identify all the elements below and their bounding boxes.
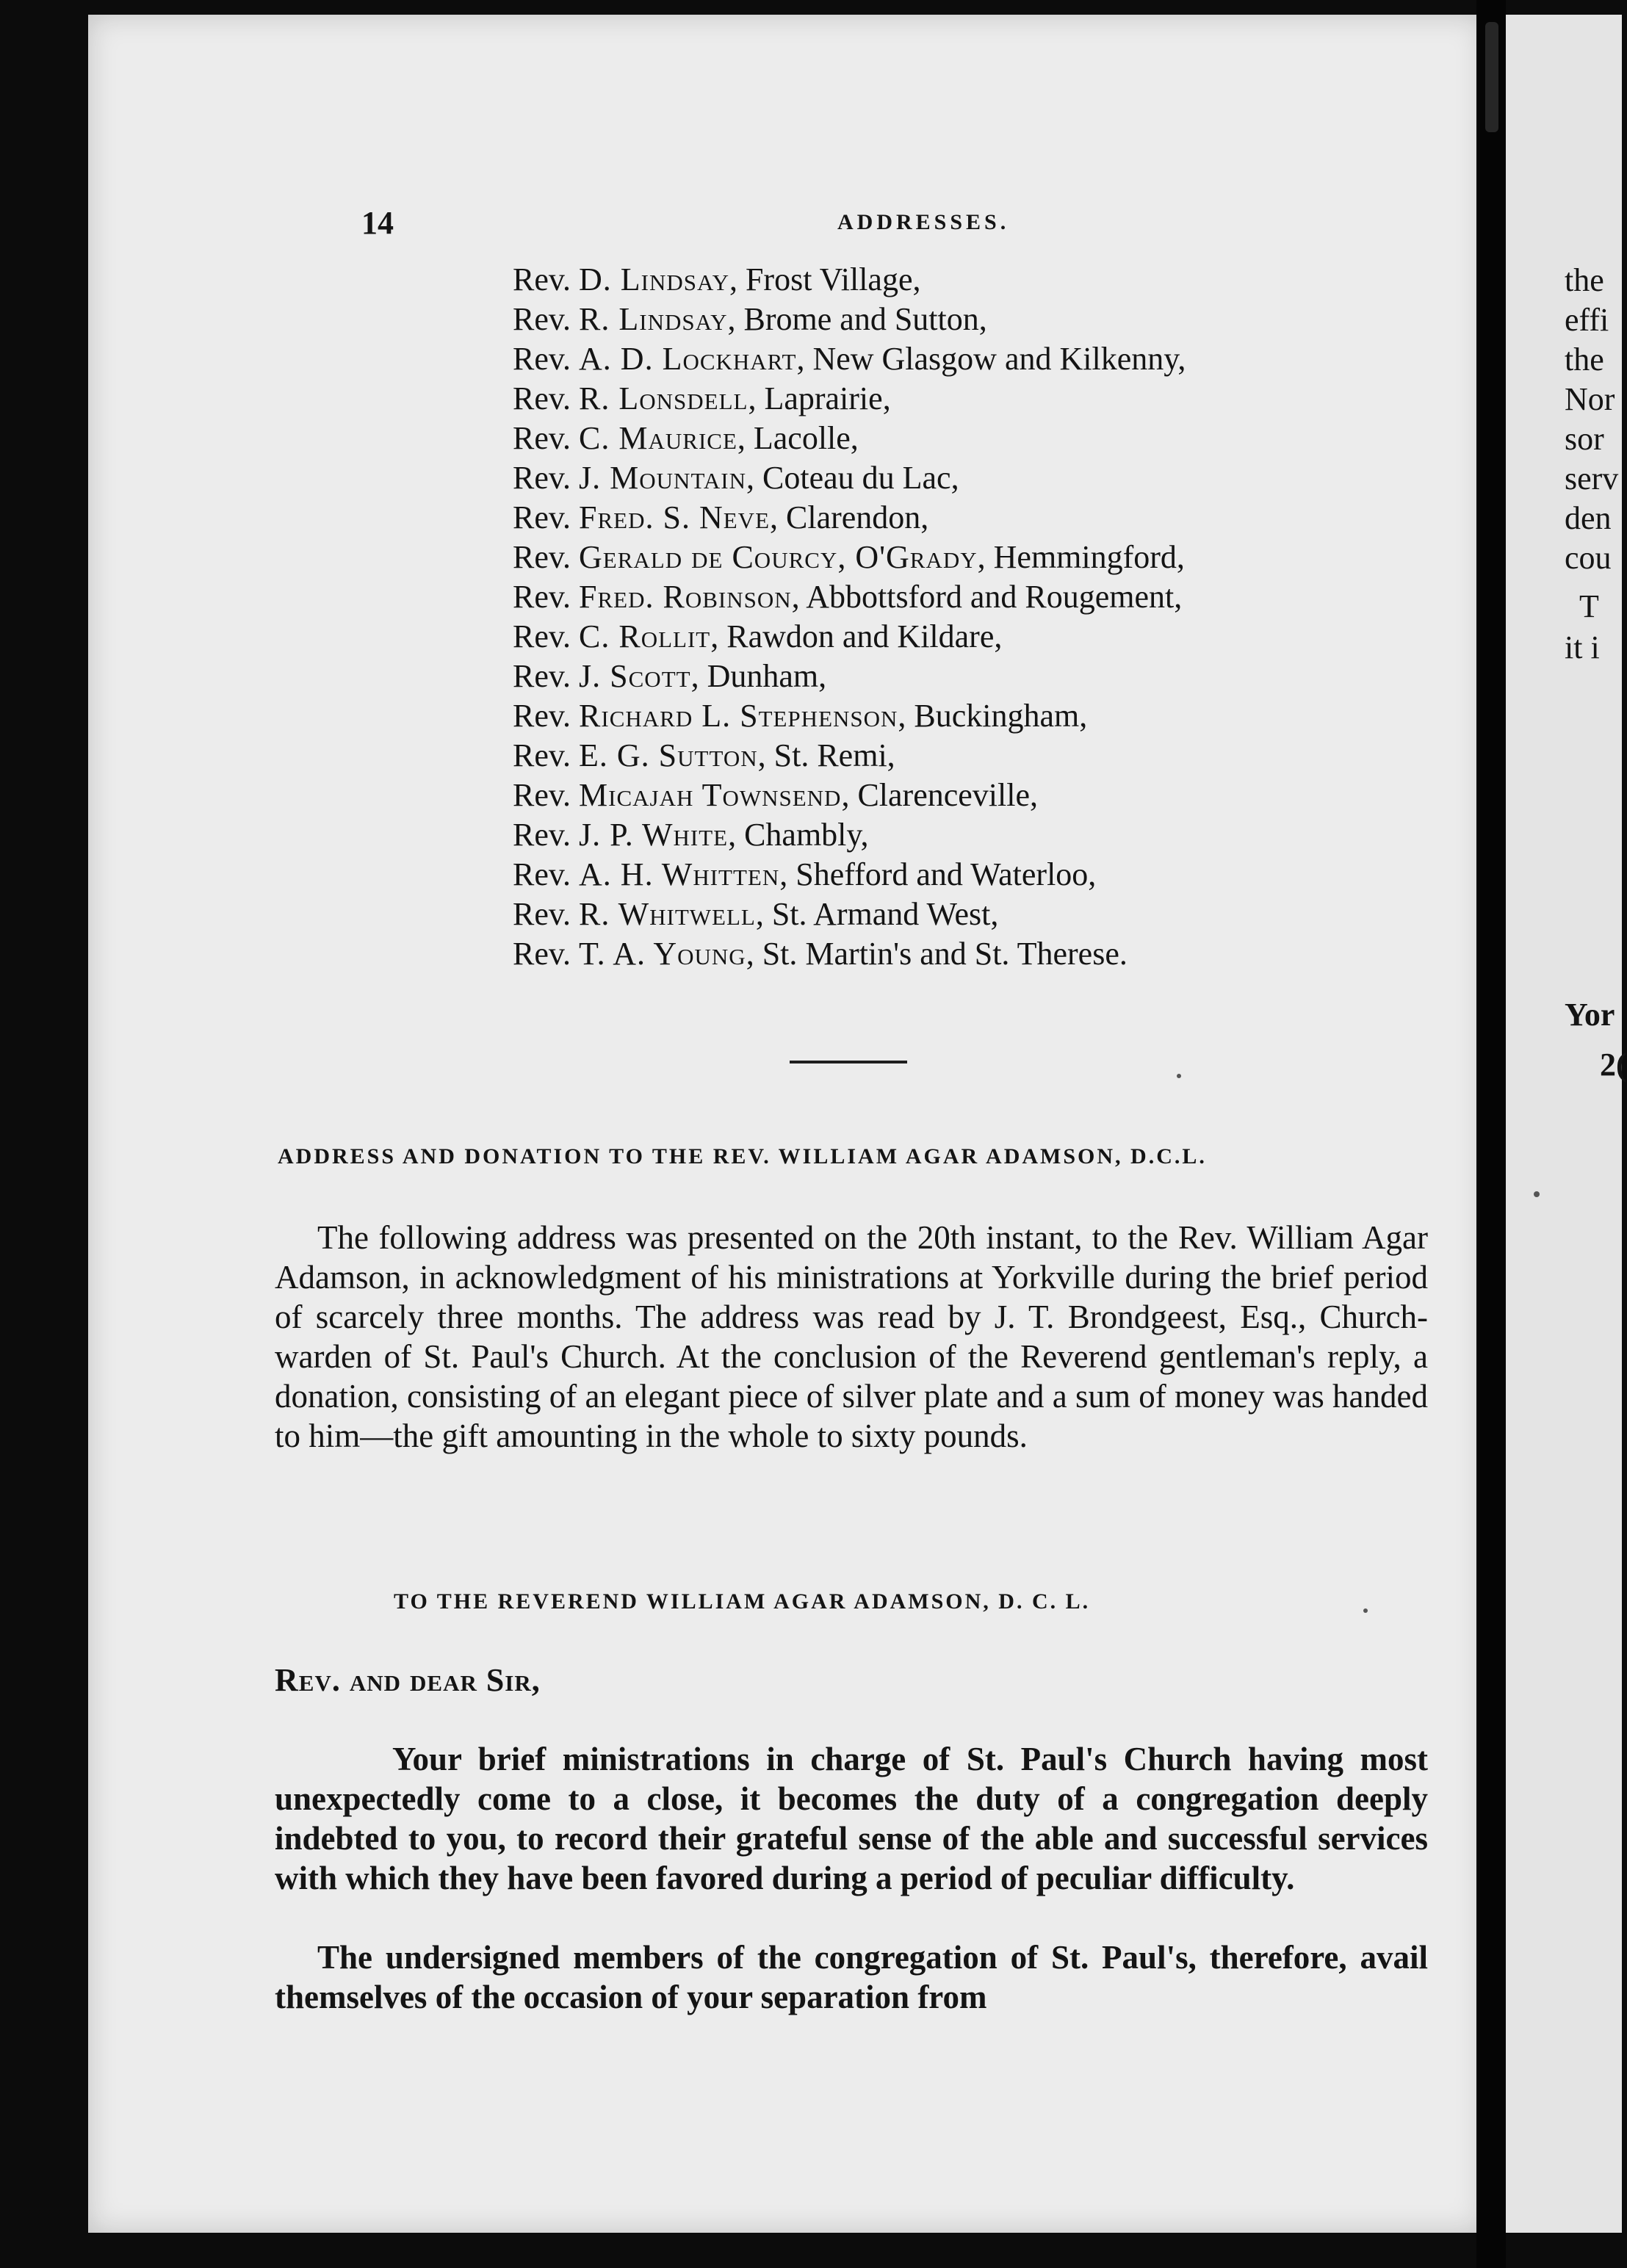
clergy-place: , Buckingham, [898,698,1088,734]
clergy-place: , Rawdon and Kildare, [710,618,1003,654]
clergy-title: Rev. [513,460,571,496]
address-body-paragraph-2: The undersigned members of the congregation of St. Paul's, therefore, avail themselves of the occasion of your separation from [275,1939,1428,2015]
clergy-name: E. G. Sutton [579,737,758,773]
clergy-title: Rev. [513,896,571,932]
facing-page-text: cou [1565,540,1612,576]
clergy-place: , Frost Village, [729,261,921,297]
clergy-name: T. A. Young [579,936,746,972]
clergy-place: , St. Armand West, [755,896,999,932]
address-heading: TO THE REVEREND WILLIAM AGAR ADAMSON, D. C. L. [394,1589,1091,1614]
clergy-place: , Coteau du Lac, [746,460,959,496]
clergy-title: Rev. [513,737,571,773]
facing-page-text: sor [1565,421,1604,457]
clergy-list [513,260,1186,974]
facing-page-text: T [1579,588,1599,624]
clergy-title: Rev. [513,301,571,337]
clergy-name: R. Lonsdell [579,380,748,416]
section-divider-rule [790,1061,907,1063]
clergy-list-item [513,776,1186,815]
clergy-title: Rev. [513,777,571,813]
clergy-name: Micajah Townsend [579,777,842,813]
facing-page-text: it i [1565,629,1600,665]
clergy-place: , Clarendon, [770,499,929,535]
intro-paragraph: The following address was presented on the 20th instant, to the Rev. William Agar Adamson, in acknowledgment of his ministrations at Yorkville during the brief period of scarcely three months. The address was read by J. T. Brondgeest, Esq., Church-warden of St. Paul's Church. At the conclusion of the Reverend gentleman's reply, a donation, consisting of an elegant piece of silver plate and a sum of money was handed to him—the gift amounting in the whole to sixty pounds. [275,1219,1428,1454]
facing-page-text: serv [1565,461,1619,496]
clergy-title: Rev. [513,341,571,377]
clergy-place: , Dunham, [690,658,827,694]
clergy-name: Fred. Robinson [579,579,792,615]
clergy-title: Rev. [513,817,571,853]
page-number: 14 [361,205,394,241]
clergy-title: Rev. [513,380,571,416]
clergy-list-item [513,736,1186,776]
clergy-list-item [513,419,1186,458]
clergy-list-item [513,895,1186,934]
clergy-name: A. D. Lockhart [579,341,797,377]
clergy-list-item [513,617,1186,657]
clergy-place: , Clarenceville, [841,777,1038,813]
clergy-title: Rev. [513,658,571,694]
clergy-list-item [513,300,1186,339]
clergy-name: R. Whitwell [579,896,756,932]
clergy-list-item [513,657,1186,696]
clergy-name: Fred. S. Neve [579,499,771,535]
salutation: Rev. and dear Sir, [275,1662,541,1698]
clergy-name: Gerald de Courcy, O'Grady [579,539,978,575]
clergy-list-item [513,538,1186,577]
clergy-list-item [513,696,1186,736]
scan-speck [1177,1074,1181,1078]
clergy-name: Richard L. Stephenson [579,698,898,734]
clergy-title: Rev. [513,579,571,615]
clergy-name: A. H. Whitten [579,856,780,892]
facing-page-text: den [1565,500,1612,536]
clergy-list-item [513,379,1186,419]
clergy-list-item [513,815,1186,855]
facing-page-text: the [1565,342,1604,378]
section-heading: ADDRESS AND DONATION TO THE REV. WILLIAM AGAR ADAMSON, D.C.L. [278,1144,1207,1169]
facing-page-text: effi [1565,302,1609,338]
clergy-title: Rev. [513,618,571,654]
clergy-name: J. Mountain [579,460,746,496]
clergy-list-item [513,458,1186,498]
facing-page-text: Nor [1565,381,1615,417]
clergy-title: Rev. [513,420,571,456]
clergy-title: Rev. [513,936,571,972]
clergy-place: , Laprairie, [748,380,891,416]
running-head [88,204,1484,248]
address-body-paragraph-1: Your brief ministrations in charge of St. Paul's Church having most unexpectedly come to a close, it becomes the duty of a congregation deeply indebted to you, to record their grateful sense of the able and successful services with which they have been favored during a period of peculiar difficulty. [275,1741,1428,1896]
clergy-name: R. Lindsay [579,301,728,337]
clergy-list-item [513,577,1186,617]
clergy-title: Rev. [513,261,571,297]
facing-page-text: Yor [1565,997,1615,1033]
scan-speck [1534,1191,1540,1197]
clergy-place: , Brome and Sutton, [727,301,987,337]
running-title: ADDRESSES. [837,210,1010,234]
clergy-name: C. Rollit [579,618,711,654]
facing-page-text: the [1565,262,1604,298]
clergy-place: , Abbottsford and Rougement, [791,579,1183,615]
clergy-title: Rev. [513,856,571,892]
clergy-list-item [513,260,1186,300]
facing-page-fragment [1506,15,1627,2233]
scan-speck [1363,1608,1368,1613]
clergy-place: , Lacolle, [737,420,859,456]
clergy-title: Rev. [513,499,571,535]
clergy-list-item [513,934,1186,974]
clergy-name: J. Scott [579,658,691,694]
book-gutter-shadow [1476,0,1506,2268]
clergy-list-item [513,498,1186,538]
clergy-list-item [513,855,1186,895]
binding-mark [1485,22,1498,132]
clergy-title: Rev. [513,539,571,575]
clergy-name: J. P. White [579,817,729,853]
clergy-place: , Hemmingford, [977,539,1185,575]
clergy-name: D. Lindsay [579,261,729,297]
clergy-name: C. Maurice [579,420,737,456]
clergy-place: , New Glasgow and Kilkenny, [796,341,1186,377]
clergy-list-item [513,339,1186,379]
clergy-title: Rev. [513,698,571,734]
clergy-place: , St. Remi, [757,737,895,773]
clergy-place: , Chambly, [728,817,869,853]
clergy-place: , Shefford and Waterloo, [779,856,1097,892]
clergy-place: , St. Martin's and St. Therese. [746,936,1128,972]
facing-page-text: 2( [1600,1047,1627,1083]
